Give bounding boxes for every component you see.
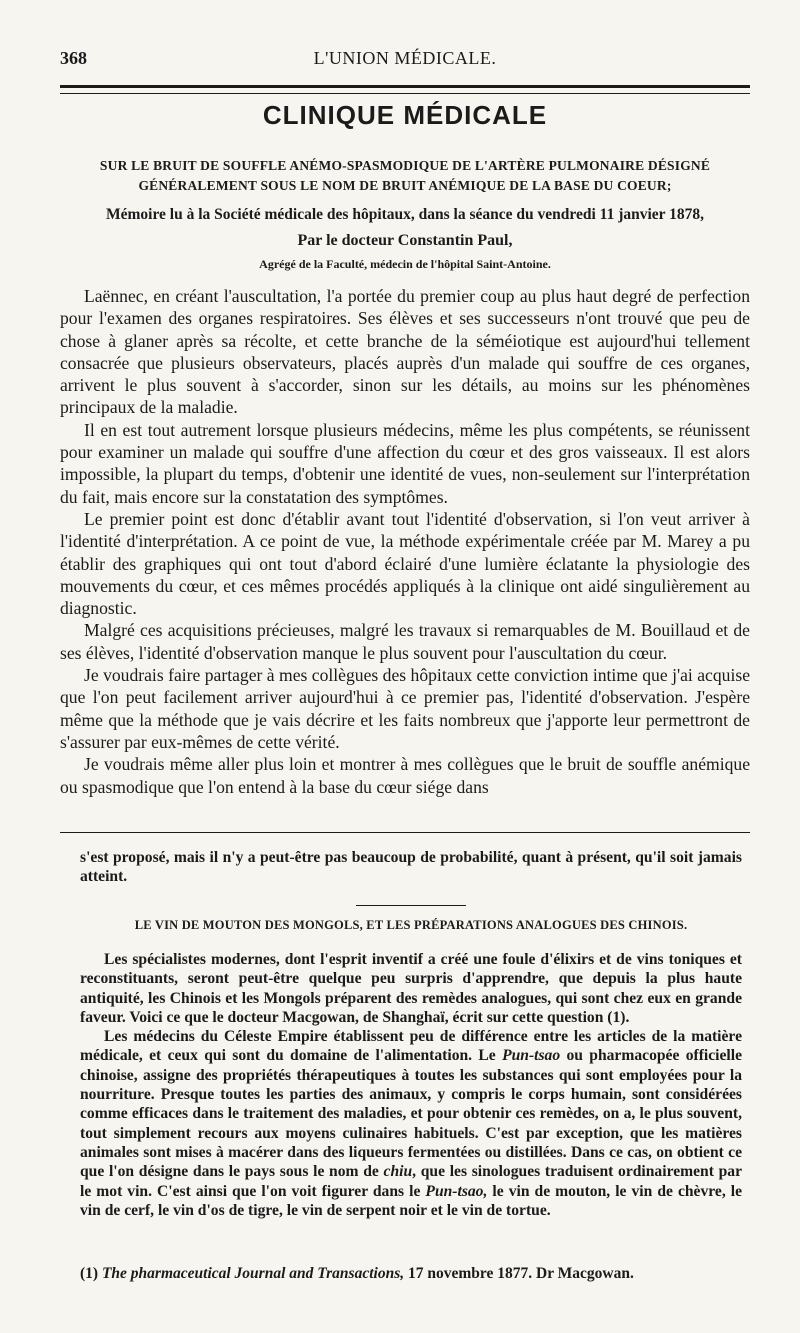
short-divider: [356, 905, 466, 906]
vin-article-body: [80, 950, 742, 1220]
footnote-marker: (1): [80, 1265, 99, 1282]
paragraph: s'est proposé, mais il n'y a peut-être pas beaucoup de probabilité, quant à présent, qu'il soit jamais atteint.: [80, 849, 742, 886]
author-line: Par le docteur Constantin Paul,: [297, 232, 513, 249]
journal-title: L'UNION MÉDICALE.: [313, 48, 497, 68]
vin-article-title: LE VIN DE MOUTON DES MONGOLS, ET LES PRÉPARATIONS ANALOGUES DES CHINOIS.: [134, 918, 688, 932]
italic-term: chiu: [383, 1163, 413, 1181]
paragraph: [80, 1027, 742, 1220]
page-number: 368: [60, 48, 87, 68]
footnote: [80, 1265, 742, 1283]
subject-line-1: SUR LE BRUIT DE SOUFFLE ANÉMO-SPASMODIQUE DE L'ARTÈRE PULMONAIRE DÉSIGNÉ: [99, 158, 711, 173]
memoire-note: Mémoire lu à la Société médicale des hôpitaux, dans la séance du vendredi 11 janvier 1878,: [105, 206, 705, 223]
text-run: , que les sinologues traduisent ordinairement par le mot vin. C'est ainsi que l'on voit figurer dans le: [80, 1163, 742, 1200]
footnote-date: 17 novembre 1877. Dr Macgowan.: [407, 1265, 634, 1282]
paragraph: Le premier point est donc d'établir avant tout l'identité d'observation, si l'on veut arriver à l'identité d'interprétation. A ce point de vue, la méthode expérimentale créée par M. Marey a pu établir des graphiques qui ont tout d'abord éclairé d'une lumière éclatante la physiologie des mouvements du cœur, et ces mêmes procédés appliqués à la clinique ont aidé singulièrement au diagnostic.: [60, 508, 750, 619]
paragraph: Laënnec, en créant l'auscultation, l'a portée du premier coup au plus haut degré de perfection pour l'examen des organes respiratoires. Ses élèves et ses successeurs n'ont trouvé que peu de chose à glaner après sa récolte, et cette branche de la séméiotique est aujourd'hui tellement consacrée que plusieurs observateurs, placés auprès d'un malade qui souffre de ces organes, arrivent le plus souvent à s'accorder, sinon sur les détails, au moins sur les phénomènes principaux de la maladie.: [60, 286, 750, 418]
page-header: [60, 48, 750, 69]
subject-line-2: GÉNÉRALEMENT SOUS LE NOM DE BRUIT ANÉMIQUE DE LA BASE DU COEUR;: [138, 178, 672, 193]
text-run: le vin de mouton, le vin de chèvre, le vin de cerf, le vin d'os de tigre, le vin de serpent noir et le vin de tortue.: [80, 1182, 742, 1219]
text-run: ou pharmacopée officielle chinoise, assigne des propriétés thérapeutiques à toutes les substances qui sont employées pour la nourriture. Presque toutes les parties des animaux, y compris le corps humain, sont considérées comme efficaces dans le traitement des maladies, et pour obtenir ces remèdes, on a, le plus souvent, tout simplement recours aux moyens culinaires habituels. C'est par exception, que les matières animales sont mises à macérer dans des liqueurs fermentées ou distillées. Dans ce cas, on obtient ce que l'on désigne dans le pays sous le nom de: [80, 1047, 742, 1181]
paragraph: Je voudrais faire partager à mes collègues des hôpitaux cette conviction intime que j'ai acquise que l'on peut facilement arriver aujourd'hui à ce premier pas, l'identité d'observation. J'espère même que la méthode que je vais décrire et les faits nombreux que j'apporte leur permettront de s'assurer par eux-mêmes de cette vérité.: [60, 665, 750, 752]
author-affiliation: Agrégé de la Faculté, médecin de l'hôpital Saint-Antoine.: [259, 257, 551, 271]
header-rule: [60, 85, 750, 94]
section-divider: [60, 832, 750, 833]
paragraph: Malgré ces acquisitions précieuses, malgré les travaux si remarquables de M. Bouillaud et de ses élèves, l'identité d'observation manque le plus souvent pour l'auscultation du cœur.: [60, 620, 750, 663]
paragraph: Les spécialistes modernes, dont l'esprit inventif a créé une foule d'élixirs et de vins toniques et reconstituants, seront peut-être quelque peu surpris d'apprendre, que depuis la plus haute antiquité, les Chinois et les Mongols préparent des remèdes analogues, qui sont chez eux en grande faveur. Voici ce que le docteur Macgowan, de Shanghaï, écrit sur cette question (1).: [80, 951, 742, 1026]
italic-term: Pun-tsao: [502, 1047, 561, 1065]
text-run: Les médecins du Céleste Empire établissent peu de différence entre les articles de la matière médicale, et ceux qui sont du domaine de l'alimentation. Le: [80, 1028, 742, 1065]
article-subject: [60, 156, 750, 196]
paragraph: Il en est tout autrement lorsque plusieurs médecins, même les plus compétents, se réunissent pour examiner un malade qui souffre d'une affection du cœur et des gros vaisseaux. Il est alors impossible, la plupart du temps, d'obtenir une identité de vues, non-seulement sur l'interprétation du fait, mais encore sur la constatation des symptômes.: [60, 419, 750, 507]
paragraph: Je voudrais même aller plus loin et montrer à mes collègues que le bruit de souffle anémique ou spasmodique que l'on entend à la base du cœur siége dans: [60, 754, 750, 797]
footnote-source: The pharmaceutical Journal and Transactions,: [101, 1265, 405, 1282]
article-body: [60, 285, 750, 798]
continuation-text: [80, 848, 742, 887]
italic-term: Pun-tsao,: [425, 1182, 488, 1200]
section-title: CLINIQUE MÉDICALE: [262, 100, 548, 130]
